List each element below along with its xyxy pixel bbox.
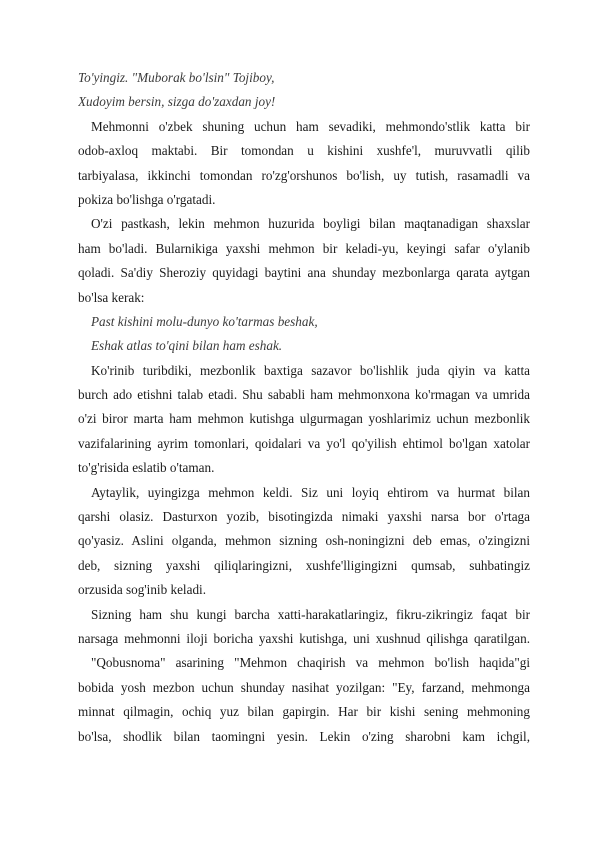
- verse-line: Eshak atlas to'qini bilan ham eshak.: [91, 338, 283, 354]
- paragraph-line: minnat qilmagin, ochiq yuz bilan gapirgin. Har bir kishi sening mehmoning: [78, 704, 530, 720]
- paragraph-line: o'zi biror marta ham mehmon kutishga ulgurmagan yoshlarimiz uchun mezbonlik: [78, 411, 530, 427]
- paragraph-line: bo'lsa, shodlik bilan taomingni yesin. Lekin o'zing sharobni kam ichgil,: [78, 728, 530, 744]
- paragraph-first-line: Aytaylik, uyingizga mehmon keldi. Siz uni loyiq ehtirom va hurmat bilan: [91, 484, 530, 500]
- paragraph-line: deb, sizning yaxshi qiliqlaringizni, xushfe'lligingizni qumsab, suhbatingiz: [78, 557, 530, 573]
- paragraph-line: narsaga mehmonni iloji boricha yaxshi kutishga, uni xushnud qilishga qaratilgan.: [78, 630, 530, 646]
- paragraph-last-line: to'g'risida eslatib o'taman.: [78, 460, 215, 476]
- paragraph-last-line: bo'lsa kerak:: [78, 289, 145, 305]
- paragraph-line: qoladi. Sa'diy Sheroziy quyidagi baytini ana shunday mezbonlarga qarata aytgan: [78, 265, 530, 281]
- document-page: [78, 66, 530, 749]
- paragraph-line: ham bo'ladi. Bularnikiga yaxshi mehmon bir keladi-yu, keyingi safar o'ylanib: [78, 240, 530, 256]
- paragraph-first-line: O'zi pastkash, lekin mehmon huzurida boyligi bilan maqtanadigan shaxslar: [91, 216, 530, 232]
- paragraph-first-line: "Qobusnoma" asarining "Mehmon chaqirish va mehmon bo'lish haqida"gi: [91, 655, 530, 671]
- paragraph-last-line: pokiza bo'lishga o'rgatadi.: [78, 191, 216, 207]
- paragraph-line: qo'yasiz. Aslini olganda, mehmon sizning osh-noningizni deb emas, o'zingizni: [78, 533, 530, 549]
- paragraph-line: burch ado etishni talab etadi. Shu sababli ham mehmonxona ko'rmagan va umrida: [78, 387, 530, 403]
- paragraph-line: qarshi olasiz. Dasturxon yozib, bisotingizda nimaki yaxshi narsa bor o'rtaga: [78, 509, 530, 525]
- epigraph-line: To'yingiz. "Muborak bo'lsin" Tojiboy,: [78, 70, 275, 85]
- paragraph-line: bobida yosh mezbon uchun shunday nasihat yozilgan: "Ey, farzand, mehmonga: [78, 679, 530, 695]
- paragraph-first-line: Sizning ham shu kungi barcha xatti-harakatlaringiz, fikru-zikringiz faqat bir: [91, 606, 530, 622]
- paragraph-line: odob-axloq maktabi. Bir tomondan u kishini xushfe'l, muruvvatli qilib: [78, 143, 530, 159]
- paragraph-last-line: orzusida sog'inib keladi.: [78, 582, 206, 598]
- paragraph-line: vazifalarining ayrim tomonlari, qoidalari va yo'l qo'yilish ehtimol bo'lgan xatolar: [78, 435, 530, 451]
- paragraph-line: tarbiyalasa, ikkinchi tomondan ro'zg'orshunos bo'lish, uy tutish, rasamadli va: [78, 167, 530, 183]
- verse-line: Past kishini molu-dunyo ko'tarmas beshak,: [91, 313, 318, 329]
- paragraph-first-line: Ko'rinib turibdiki, mezbonlik baxtiga sazavor bo'lishlik juda qiyin va katta: [91, 362, 530, 378]
- paragraph-first-line: Mehmonni o'zbek shuning uchun ham sevadiki, mehmondo'stlik katta bir: [91, 118, 530, 134]
- epigraph-line: Xudoyim bersin, sizga do'zaxdan joy!: [78, 94, 276, 110]
